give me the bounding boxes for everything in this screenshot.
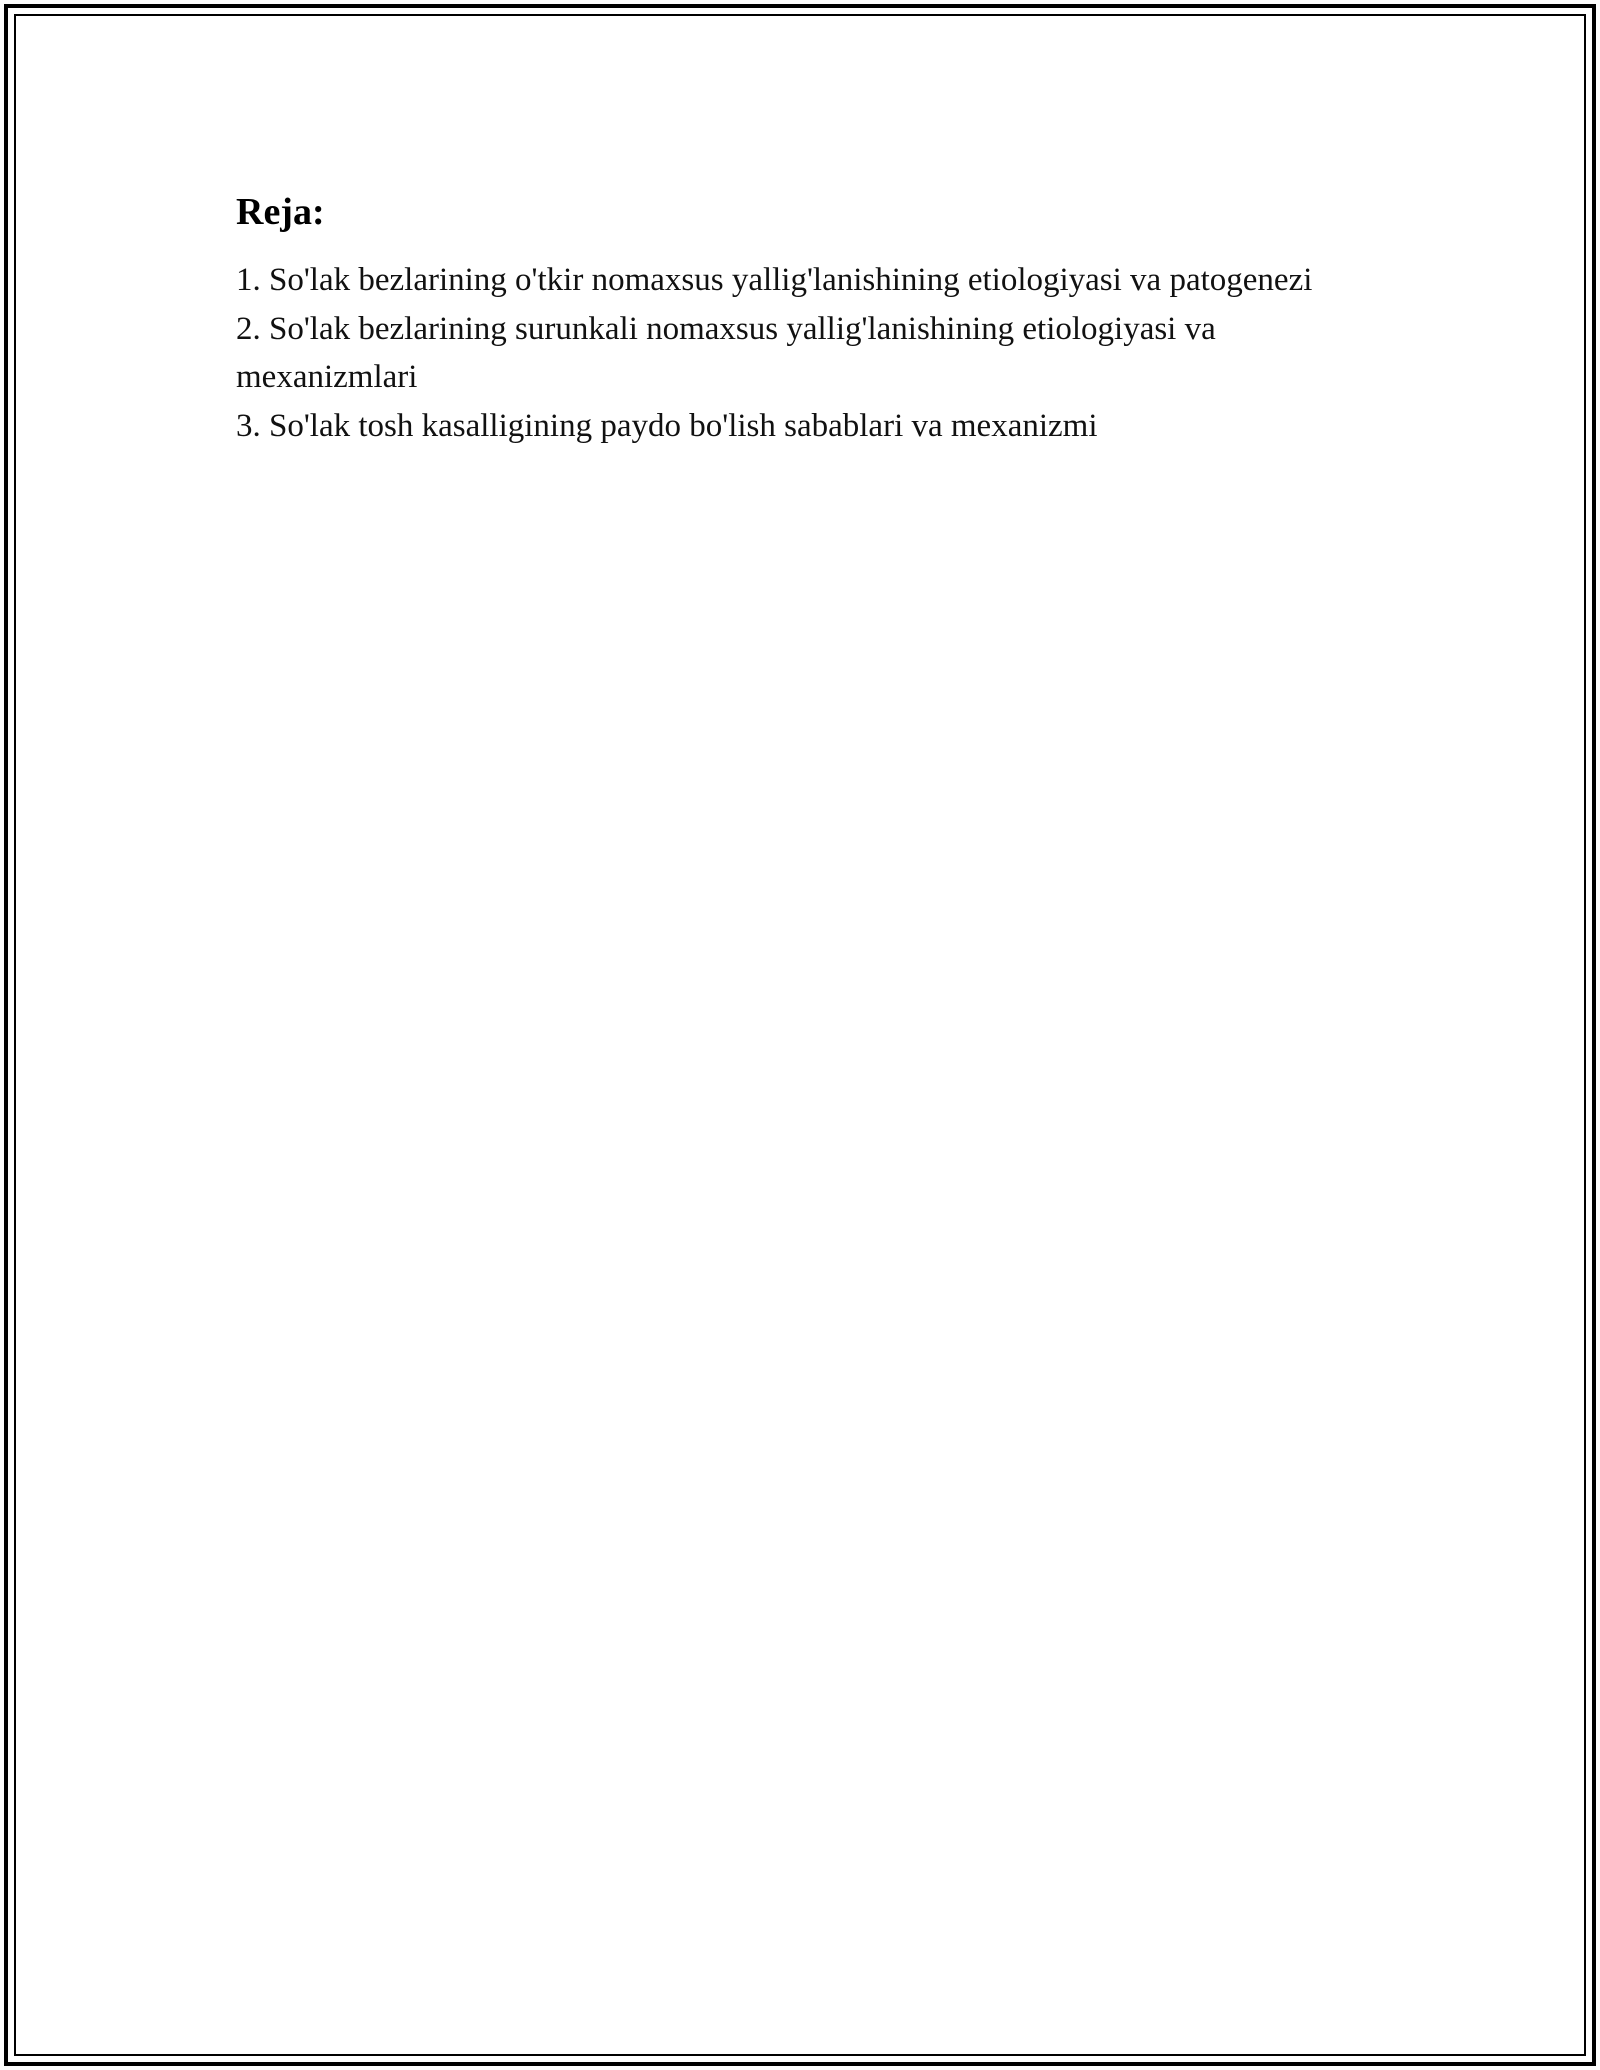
plan-item-1: 1. So'lak bezlarining o'tkir nomaxsus yallig'lanishining etiologiyasi va patogenezi <box>236 262 1313 298</box>
page-title: Reja: <box>236 191 325 233</box>
plan-item-3: 3. So'lak tosh kasalligining paydo bo'lish sabablari va mexanizmi <box>236 407 1098 444</box>
document-content <box>236 186 1366 450</box>
plan-list <box>236 256 1366 450</box>
plan-item-2: 2. So'lak bezlarining surunkali nomaxsus yallig'lanishining etiologiyasi va mexanizmlari <box>236 310 1216 395</box>
